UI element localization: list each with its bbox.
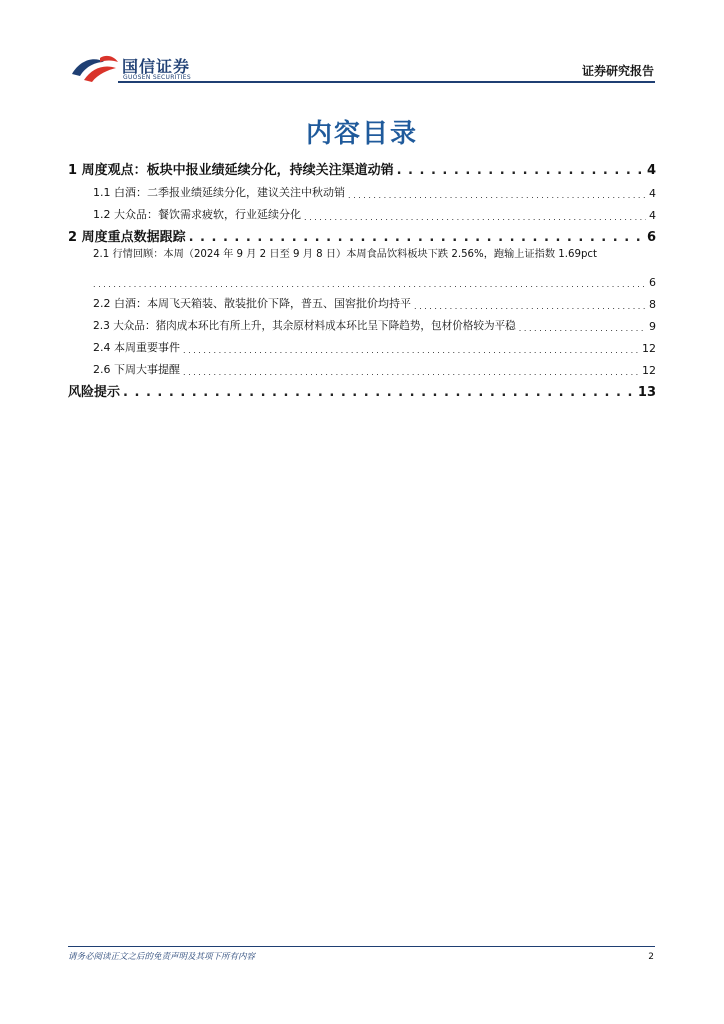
logo-mark-icon	[70, 52, 120, 84]
toc-entry-label: 2 周度重点数据跟踪	[68, 230, 186, 245]
toc-leader-dots	[123, 385, 635, 400]
toc-entry-page: 8	[649, 298, 656, 311]
toc-leader-dots	[189, 230, 644, 245]
page-number: 2	[648, 952, 654, 962]
toc-entry-page: 12	[642, 342, 656, 355]
toc-leader-dots	[183, 368, 639, 377]
report-type: 证券研究报告	[581, 64, 654, 78]
toc-leader-dots	[304, 213, 646, 222]
toc-entry-page: 13	[637, 385, 656, 400]
toc-entry-2-4[interactable]	[93, 333, 656, 355]
toc-leader-dots	[397, 163, 644, 178]
table-of-contents	[68, 155, 656, 400]
toc-title: 内容目录	[305, 119, 418, 149]
footer-divider	[68, 946, 655, 947]
toc-entry-label: 1.1 白酒：二季报业绩延续分化，建议关注中秋动销	[93, 186, 345, 199]
toc-entry-page: 4	[649, 187, 656, 200]
footer-disclaimer: 请务必阅读正文之后的免责声明及其项下所有内容	[68, 952, 256, 962]
toc-entry-1[interactable]	[68, 155, 656, 178]
toc-entry-page: 9	[649, 320, 656, 333]
toc-entry-2-1-continuation[interactable]	[93, 267, 656, 289]
toc-entry-label: 2.1 行情回顾：本周（2024 年 9 月 2 日至 9 月 8 日）本周食品饮料板块下跌 2.56%，跑输上证指数 1.69pct	[93, 249, 598, 260]
toc-entry-page: 6	[649, 276, 656, 289]
toc-entry-2-1[interactable]	[93, 245, 656, 267]
logo-english-text: GUOSEN SECURITIES	[123, 74, 192, 81]
toc-entry-page: 4	[646, 163, 656, 178]
toc-entry-label: 1.2 大众品：餐饮需求疲软，行业延续分化	[93, 208, 301, 221]
toc-entry-2[interactable]	[68, 222, 656, 245]
header-divider	[118, 81, 655, 83]
logo-chinese-text: 国信证券	[122, 57, 191, 76]
toc-entry-2-3[interactable]	[93, 311, 656, 333]
toc-leader-dots	[183, 346, 639, 355]
toc-leader-dots	[348, 191, 646, 200]
toc-entry-label: 2.2 白酒：本周飞天箱装、散装批价下降，普五、国窖批价均持平	[93, 297, 411, 310]
toc-entry-page: 6	[646, 230, 656, 245]
toc-leader-dots	[93, 280, 646, 289]
toc-entry-label: 2.4 本周重要事件	[93, 341, 180, 354]
toc-entry-2-2[interactable]	[93, 289, 656, 311]
toc-entry-1-1[interactable]	[93, 178, 656, 200]
toc-entry-1-2[interactable]	[93, 200, 656, 222]
toc-entry-2-6[interactable]	[93, 355, 656, 377]
toc-entry-risk[interactable]	[68, 377, 656, 400]
toc-entry-label: 2.6 下周大事提醒	[93, 363, 180, 376]
toc-leader-dots	[414, 302, 646, 311]
toc-entry-label: 风险提示	[68, 385, 121, 400]
toc-entry-page: 12	[642, 364, 656, 377]
toc-entry-page: 4	[649, 209, 656, 222]
page-header	[0, 0, 724, 90]
toc-entry-label: 2.3 大众品：猪肉成本环比有所上升，其余原材料成本环比呈下降趋势，包材价格较为平稳	[93, 320, 516, 332]
toc-leader-dots	[519, 324, 646, 333]
toc-entry-label: 1 周度观点：板块中报业绩延续分化，持续关注渠道动销	[68, 163, 394, 178]
